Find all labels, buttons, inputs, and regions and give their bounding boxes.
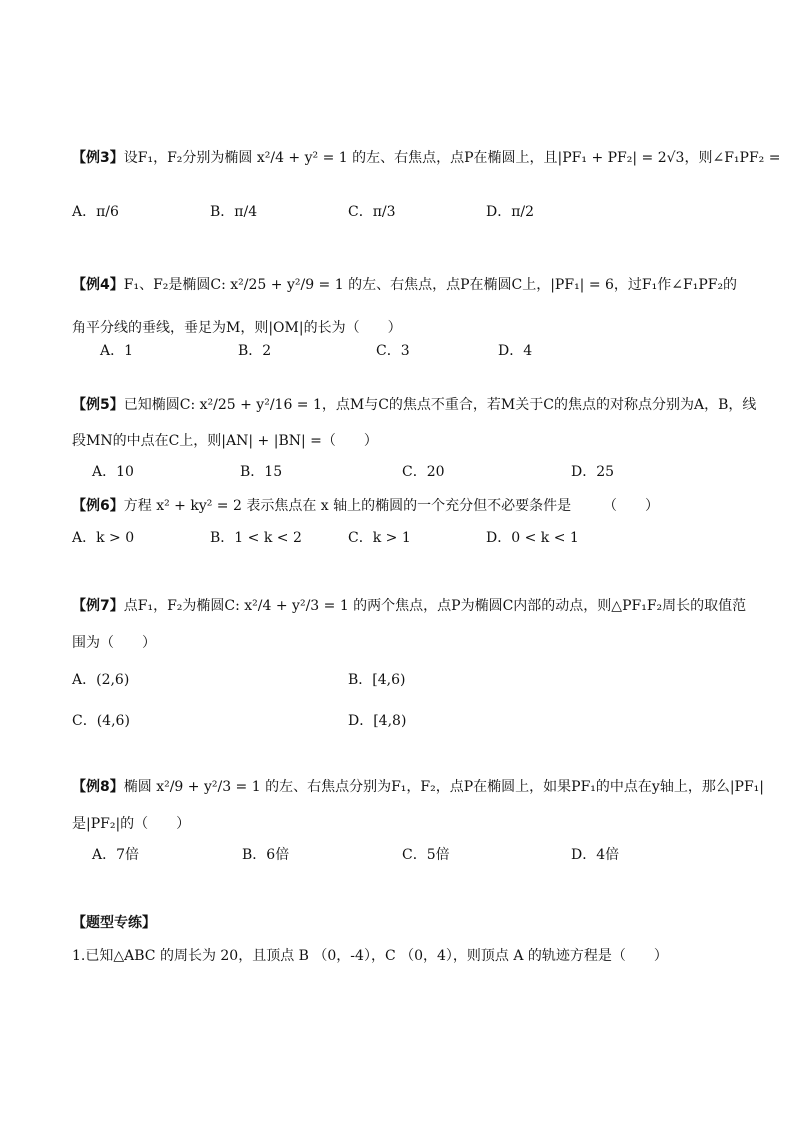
example-6-option-a: A．k > 0 [72,530,135,546]
example-8-question-line1: 【例8】椭圆 x²/9 + y²/3 = 1 的左、右焦点分别为F₁，F₂，点P在椭圆上，如果PF₁的中点在y轴上，那么|PF₁| [72,779,765,795]
example-7-label: 【例7】 [72,598,124,614]
example-7-option-c: C．(4,6) [72,713,130,729]
practice-section-title: 【题型专练】 [72,915,156,931]
example-6-label: 【例6】 [72,498,124,514]
example-3-question [72,148,780,168]
example-8-option-c: C．5倍 [402,847,450,863]
example-8-option-d: D．4倍 [571,847,620,863]
example-5-question-line2: 段MN的中点在C上，则|AN| + |BN| =（ ） [72,433,378,449]
example-5-option-a: A．10 [92,464,134,480]
example-3-option-c: C．π/3 [348,204,396,220]
practice-question-1: 1.已知△ABC 的周长为 20，且顶点 B （0，-4），C （0，4），则顶点 A 的轨迹方程是（ ） [72,948,668,964]
example-5-label: 【例5】 [72,397,124,413]
example-4-option-b: B．2 [238,343,272,359]
example-6-option-b: B．1 < k < 2 [210,530,302,546]
example-3-option-a: A．π/6 [72,204,119,220]
example-3-option-b: B．π/4 [210,204,258,220]
example-7-question-line2: 围为（ ） [72,635,156,651]
example-8-label: 【例8】 [72,779,124,795]
example-4-option-d: D．4 [498,343,533,359]
example-6-option-d: D．0 < k < 1 [486,530,579,546]
example-3-label: 【例3】 [72,150,124,166]
example-4-question-line1: 【例4】F₁、F₂是椭圆C: x²/25 + y²/9 = 1 的左、右焦点，点P在椭圆C上，|PF₁| = 6，过F₁作∠F₁PF₂的 [72,277,738,293]
example-6-question: 【例6】方程 x² + ky² = 2 表示焦点在 x 轴上的椭圆的一个充分但不必要条件是 [72,498,572,514]
example-5-option-d: D．25 [571,464,615,480]
example-3-text: 设F₁，F₂分别为椭圆 x²/4 + y² = 1 的左、右焦点，点P在椭圆上，且|PF₁ + PF₂| = 2√3，则∠F₁PF₂ = [123,150,781,166]
example-8-option-b: B．6倍 [242,847,290,863]
example-4-option-a: A．1 [100,343,134,359]
example-8-option-a: A．7倍 [92,847,140,863]
example-6-answer-paren: （ ） [603,498,659,514]
example-6-option-c: C．k > 1 [348,530,411,546]
example-5-option-b: B．15 [240,464,283,480]
example-7-option-d: D．[4,8) [348,713,407,729]
example-4-option-c: C．3 [376,343,410,359]
example-5-option-c: C．20 [402,464,445,480]
example-4-question-line2: 角平分线的垂线，垂足为M，则|OM|的长为（ ） [72,320,402,336]
example-8-question-line2: 是|PF₂|的（ ） [72,816,191,832]
example-7-question-line1: 【例7】点F₁，F₂为椭圆C: x²/4 + y²/3 = 1 的两个焦点，点P为椭圆C内部的动点，则△PF₁F₂周长的取值范 [72,598,747,614]
example-7-option-a: A．(2,6) [72,672,130,688]
example-5-question-line1: 【例5】已知椭圆C: x²/25 + y²/16 = 1，点M与C的焦点不重合，若M关于C的焦点的对称点分别为A，B，线 [72,397,757,413]
example-4-label: 【例4】 [72,277,124,293]
example-3-option-d: D．π/2 [486,204,535,220]
example-7-option-b: B．[4,6) [348,672,406,688]
